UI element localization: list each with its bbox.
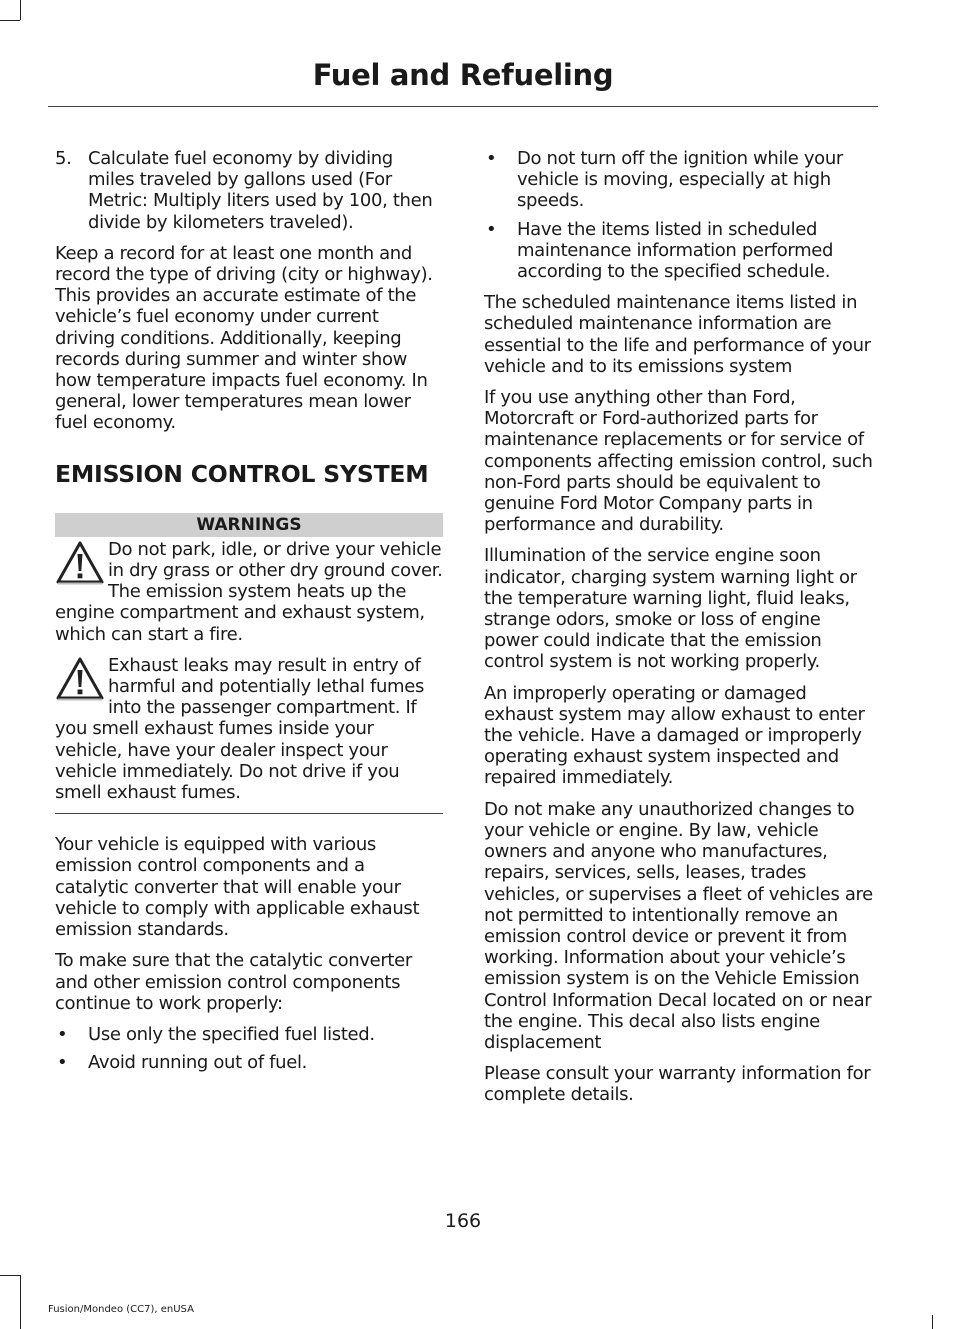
warnings-header: WARNINGS (55, 513, 443, 537)
bullet-item (55, 1024, 443, 1045)
paragraph: Your vehicle is equipped with various emission control components and a catalytic converter that will enable your vehicle to comply with applicable exhaust emission standards. (55, 834, 420, 941)
numbered-step (55, 148, 443, 233)
paragraph: Please consult your warranty information for complete details. (484, 1063, 871, 1106)
bullet-text: Have the items listed in scheduled maintenance information performed according to the specified schedule. (517, 218, 834, 283)
crop-mark (932, 1315, 933, 1329)
step-text: Calculate fuel economy by dividing miles traveled by gallons used (For Metric: Multiply liters used by 100, then divide by kilometers traveled). (88, 148, 433, 233)
warning-text: Exhaust leaks may result in entry of harmful and potentially lethal fumes into the passenger compartment. If you smell exhaust fumes inside your vehicle, have your dealer inspect your vehicle immediately. Do not drive if you smell exhaust fumes. (55, 654, 424, 804)
warning-triangle-icon (55, 656, 105, 702)
document-id: Fusion/Mondeo (CC7), enUSA (48, 1304, 194, 1315)
page-number: 166 (444, 1210, 482, 1232)
bullet-glyph: • (57, 1023, 68, 1045)
crop-mark (20, 0, 21, 20)
warning-triangle-icon (55, 540, 105, 586)
paragraph: To make sure that the catalytic converter and other emission control components continue to work properly: (55, 950, 412, 1014)
paragraph: An improperly operating or damaged exhaust system may allow exhaust to enter the vehicle. Have a damaged or improperly operating exhaust system inspected and repaired immediately. (484, 682, 865, 789)
bullet-text: Use only the specified fuel listed. (88, 1023, 375, 1045)
bullet-glyph: • (57, 1052, 68, 1074)
crop-mark (0, 1275, 20, 1276)
bullet-item (484, 219, 874, 283)
page-title: Fuel and Refueling (312, 58, 614, 92)
warning-block (55, 539, 443, 645)
paragraph: Illumination of the service engine soon indicator, charging system warning light or the temperature warning light, fluid leaks, strange odors, smoke or loss of engine power could indicate that the emission control system is not working properly. (484, 545, 857, 673)
paragraph: If you use anything other than Ford, Motorcraft or Ford-authorized parts for maintenance replacements or for service of components affecting emission control, such non-Ford parts should be equivalent to genuine Ford Motor Company parts in performance and durability. (484, 387, 873, 536)
warnings-divider (55, 813, 443, 814)
bullet-text: Avoid running out of fuel. (88, 1052, 307, 1074)
bullet-glyph: • (486, 218, 497, 240)
bullet-item (484, 148, 874, 212)
warning-block (55, 655, 443, 803)
section-heading: EMISSION CONTROL SYSTEM (55, 459, 429, 488)
left-column (55, 148, 443, 1080)
crop-mark (20, 1275, 21, 1329)
bullet-item (55, 1052, 443, 1073)
paragraph: Do not make any unauthorized changes to your vehicle or engine. By law, vehicle owners and anyone who manufactures, repairs, services, sells, leases, trades vehicles, or supervises a fleet of vehicles are not permitted to intentionally remove an emission control device or prevent it from working. Information about your vehicle’s emission system is on the Vehicle Emission Control Information Decal located on or near the engine. This decal also lists engine displacement (484, 798, 873, 1053)
bullet-glyph: • (486, 148, 497, 169)
warning-text: Do not park, idle, or drive your vehicle in dry grass or other dry ground cover. The emission system heats up the engine compartment and exhaust system, which can start a fire. (55, 538, 443, 645)
bullet-text: Do not turn off the ignition while your vehicle is moving, especially at high speeds. (517, 148, 843, 212)
paragraph: Keep a record for at least one month and record the type of driving (city or highway). This provides an accurate estimate of the vehicle’s fuel economy under current driving conditions. Additionally, keeping records during summer and winter show how temperature impacts fuel economy. In general, lower temperatures mean lower fuel economy. (55, 242, 433, 434)
paragraph: The scheduled maintenance items listed in scheduled maintenance information are essential to the life and performance of your vehicle and to its emissions system (484, 292, 871, 377)
step-number: 5. (55, 148, 72, 169)
title-divider (48, 106, 878, 107)
right-column (484, 148, 874, 1116)
crop-mark (0, 20, 20, 21)
